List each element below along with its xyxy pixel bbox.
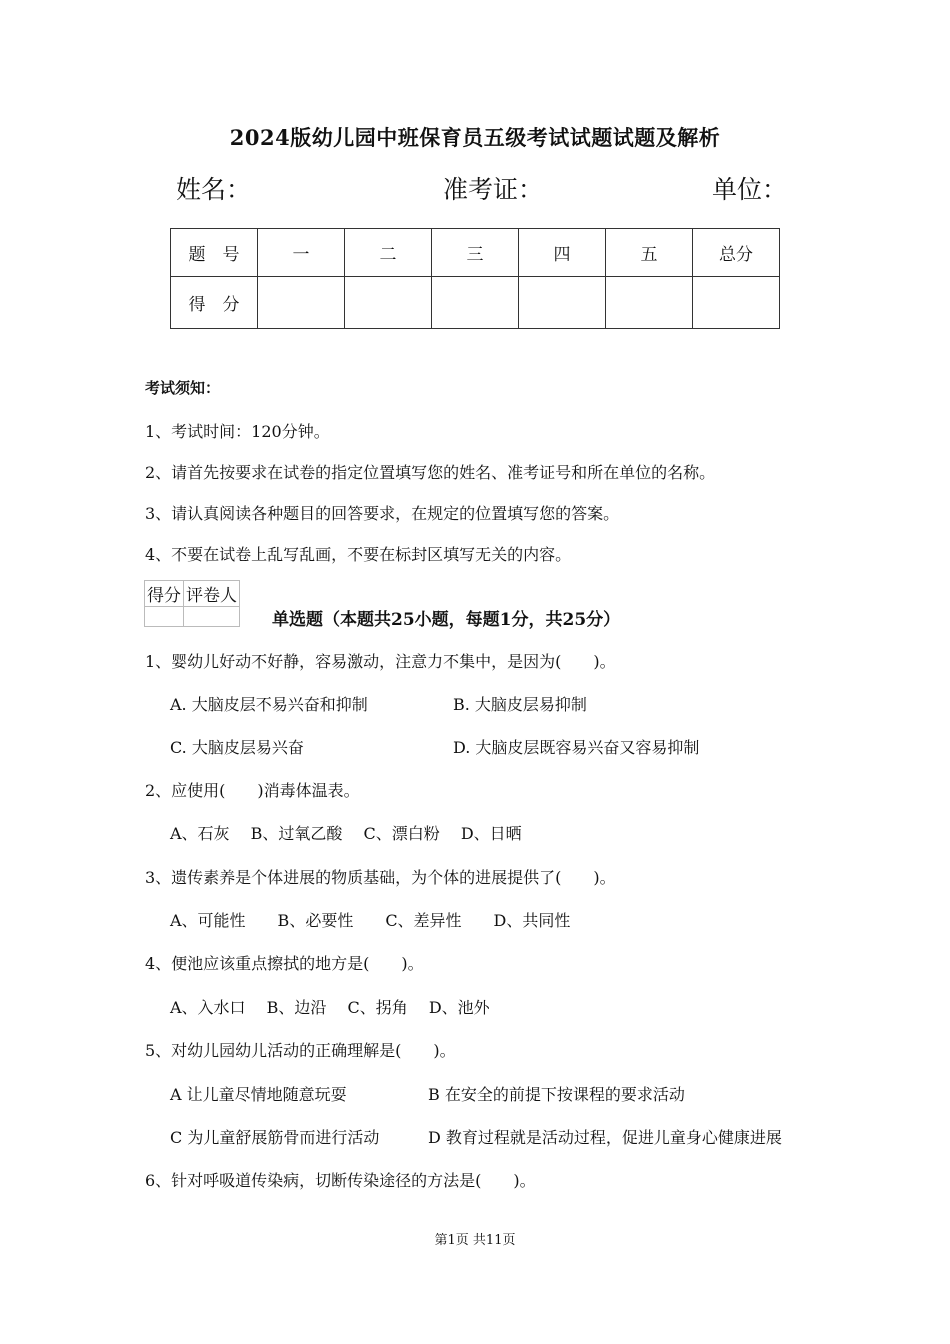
score-cell[interactable] [693,277,780,329]
score-header-cell: 题 号 [171,229,258,277]
option[interactable]: A. 大脑皮层不易兴奋和抑制 [170,695,368,714]
score-table-score-row [171,277,780,329]
options-line[interactable]: A、石灰 B、过氧乙酸 C、漂白粉 D、日晒 [170,824,522,843]
option[interactable]: C. 大脑皮层易兴奋 [170,738,304,757]
option[interactable]: C 为儿童舒展筋骨而进行活动 [170,1128,380,1147]
score-table-header-row [171,229,780,277]
document-title: 2024版幼儿园中班保育员五级考试试题试题及解析 [229,125,721,150]
score-cell[interactable] [519,277,606,329]
option[interactable]: A 让儿童尽情地随意玩耍 [170,1085,347,1104]
options-line[interactable]: A、入水口 B、边沿 C、拐角 D、池外 [170,998,490,1017]
options-line[interactable]: A、可能性 B、必要性 C、差异性 D、共同性 [170,911,571,930]
notice-item: 3、请认真阅读各种题目的回答要求，在规定的位置填写您的答案。 [145,504,620,523]
score-header-cell: 二 [345,229,432,277]
notice-item: 2、请首先按要求在试卷的指定位置填写您的姓名、准考证号和所在单位的名称。 [145,463,716,482]
question-text: 1、婴幼儿好动不好静，容易激动，注意力不集中，是因为( )。 [145,652,616,671]
option[interactable]: B 在安全的前提下按课程的要求活动 [428,1085,685,1104]
unit-field-label: 单位： [712,175,788,204]
score-header-cell: 五 [606,229,693,277]
score-cell[interactable] [606,277,693,329]
option[interactable]: D 教育过程就是活动过程，促进儿童身心健康进展 [428,1128,782,1147]
score-header-cell: 四 [519,229,606,277]
notice-item: 4、不要在试卷上乱写乱画，不要在标封区填写无关的内容。 [145,545,572,564]
score-row-label: 得 分 [171,277,258,329]
grader-box-score-label: 得分 [145,581,184,607]
score-cell[interactable] [258,277,345,329]
grader-box [144,580,240,627]
score-header-cell: 三 [432,229,519,277]
option[interactable]: D. 大脑皮层既容易兴奋又容易抑制 [453,738,700,757]
grader-box-score-cell[interactable] [145,607,184,627]
question-text: 3、遗传素养是个体进展的物质基础，为个体的进展提供了( )。 [145,868,616,887]
score-header-cell: 一 [258,229,345,277]
score-cell[interactable] [345,277,432,329]
name-field-label: 姓名： [176,175,252,204]
question-text: 6、针对呼吸道传染病，切断传染途径的方法是( )。 [145,1171,536,1190]
question-text: 5、对幼儿园幼儿活动的正确理解是( )。 [145,1041,456,1060]
exam-id-field-label: 准考证： [443,175,544,204]
option[interactable]: B. 大脑皮层易抑制 [453,695,587,714]
question-text: 2、应使用( )消毒体温表。 [145,781,360,800]
score-header-cell: 总分 [693,229,780,277]
page-footer: 第1页 共11页 [434,1233,516,1248]
notice-heading: 考试须知： [145,379,221,397]
grader-box-grader-label: 评卷人 [184,581,240,607]
section-title: 单选题（本题共25小题，每题1分，共25分） [272,610,621,630]
question-text: 4、便池应该重点擦拭的地方是( )。 [145,954,424,973]
grader-box-grader-cell[interactable] [184,607,240,627]
score-table [170,228,780,329]
notice-item: 1、考试时间：120分钟。 [145,422,330,441]
score-cell[interactable] [432,277,519,329]
